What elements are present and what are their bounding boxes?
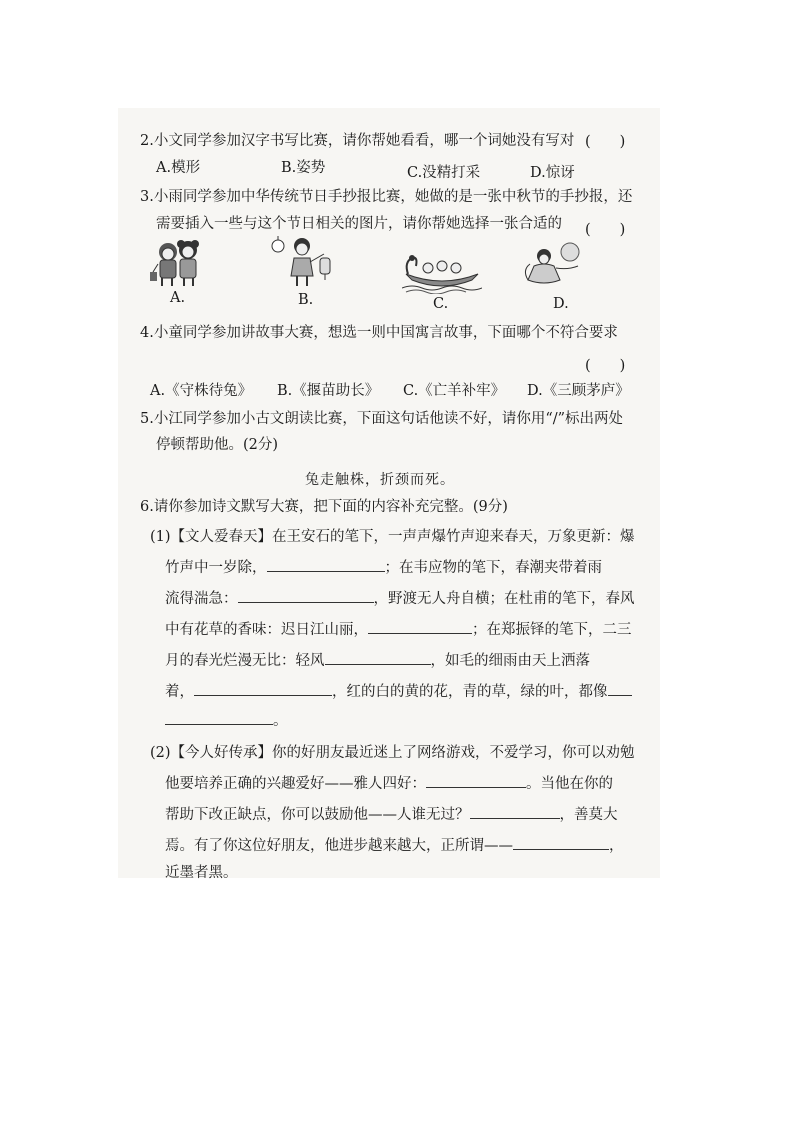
q6-p2-line3: 帮助下改正缺点，你可以鼓励他——人谁无过？ ，善莫大: [165, 807, 618, 823]
blank-7[interactable]: [426, 786, 526, 788]
q3-option-d[interactable]: D.: [553, 296, 569, 312]
q4-option-b[interactable]: B.《揠苗助长》: [277, 383, 380, 399]
q2-answer-paren[interactable]: ( ): [585, 134, 626, 150]
q2-option-c[interactable]: C.没精打采: [407, 165, 481, 181]
q6-stem: 6.请你参加诗文默写大赛，把下面的内容补充完整。(9分): [140, 499, 508, 515]
blank-3[interactable]: [368, 632, 472, 634]
q6-p1-line1: (1)【文人爱春天】在王安石的笔下，一声声爆竹声迎来春天，万象更新：爆: [150, 529, 635, 545]
q5-stem-line1: 5.小江同学参加小古文朗读比赛，下面这句话他读不好，请你用“/”标出两处: [140, 411, 624, 427]
q4-stem: 4.小童同学参加讲故事大赛，想选一则中国寓言故事，下面哪个不符合要求: [140, 325, 618, 341]
q6-p1-line3: 流得湍急： ，野渡无人舟自横；在杜甫的笔下，春风: [165, 591, 635, 607]
q6-p2-line5: 近墨者黑。: [165, 865, 238, 881]
q6-p1-line6: 着， ，红的白的黄的花，青的草，绿的叶，都像: [165, 677, 632, 708]
blank-4[interactable]: [325, 663, 431, 665]
q4-option-d[interactable]: D.《三顾茅庐》: [527, 383, 630, 399]
q6-p1-line7: 。: [165, 706, 288, 737]
q3-stem-line1: 3.小雨同学参加中华传统节日手抄报比赛，她做的是一张中秋节的手抄报，还: [140, 189, 633, 205]
q6-p1-line5: 月的春光烂漫无比：轻风 ，如毛的细雨由天上洒落: [165, 653, 590, 669]
q3-option-c[interactable]: C.: [433, 296, 449, 312]
q6-p2-line1: (2)【今人好传承】你的好朋友最近迷上了网络游戏，不爱学习，你可以劝勉: [150, 745, 635, 761]
q3-option-b[interactable]: B.: [298, 292, 314, 308]
blank-6[interactable]: [165, 723, 273, 725]
dragon-boat-image[interactable]: [402, 244, 482, 294]
q4-answer-paren[interactable]: ( ): [585, 358, 626, 374]
blank-5[interactable]: [194, 694, 332, 696]
q4-option-a[interactable]: A.《守株待兔》: [150, 383, 253, 399]
blank-2[interactable]: [238, 601, 374, 603]
q5-stem-line2: 停顿帮助他。(2分): [156, 437, 279, 453]
q6-p2-line4: 焉。有了你这位好朋友，他进步越来越大，正所谓—— ，: [165, 838, 624, 854]
q2-option-d[interactable]: D.惊讶: [530, 165, 575, 181]
q6-p2-line2: 他要培养正确的兴趣爱好——雅人四好： 。当他在你的: [165, 776, 613, 792]
q4-option-c[interactable]: C.《亡羊补牢》: [403, 383, 506, 399]
q5-classical-sentence[interactable]: 兔走触株，折颈而死。: [305, 472, 455, 488]
q3-answer-paren[interactable]: ( ): [585, 222, 626, 238]
q2-stem: 2.小文同学参加汉字书写比赛，请你帮她看看，哪一个词她没有写对: [140, 133, 575, 149]
blank-1[interactable]: [267, 570, 385, 572]
q2-option-b[interactable]: B.姿势: [281, 160, 326, 176]
q2-option-a[interactable]: A.模形: [156, 160, 201, 176]
lantern-children-image[interactable]: [150, 238, 210, 288]
q3-stem-line2: 需要插入一些与这个节日相关的图片，请你帮她选择一张合适的: [156, 216, 562, 232]
blank-8[interactable]: [470, 817, 560, 819]
blank-9[interactable]: [513, 848, 609, 850]
q3-option-a[interactable]: A.: [170, 290, 186, 306]
blank-6a[interactable]: [608, 694, 632, 696]
q6-p1-line2: 竹声中一岁除， ；在韦应物的笔下，春潮夹带着雨: [165, 560, 602, 576]
lantern-girl-image[interactable]: [268, 236, 338, 288]
change-moon-image[interactable]: [520, 240, 590, 292]
q6-p1-line4: 中有花草的香味：迟日江山丽， ；在郑振铎的笔下，二三: [165, 622, 632, 638]
